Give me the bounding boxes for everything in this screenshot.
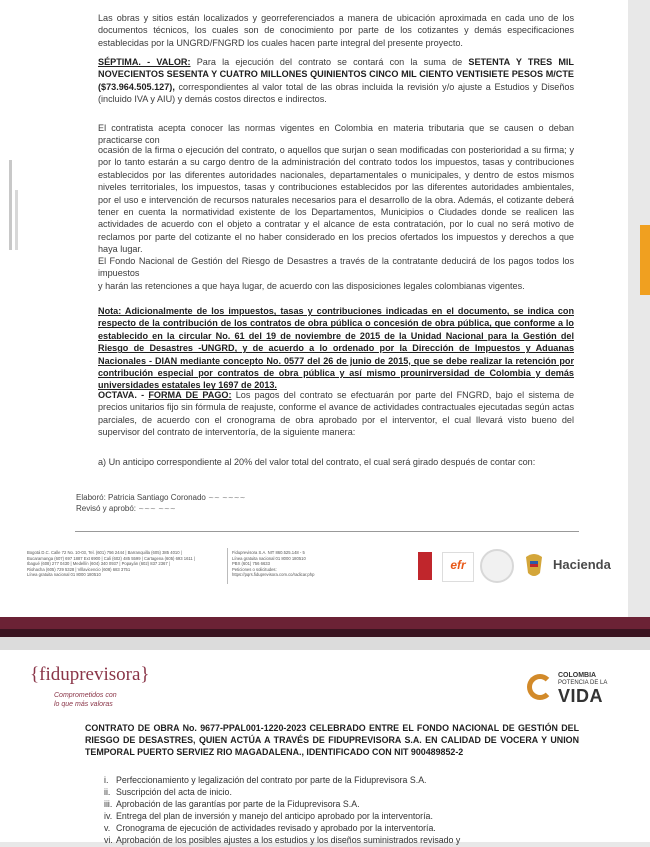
list-item — [104, 798, 574, 810]
list-item — [104, 810, 574, 822]
footer-line: Bogotá D.C. Calle 72 No. 10-03, Tel. (601) 756 2444 | Barranquilla (605) 385 4010 | — [27, 550, 182, 555]
page-edge-marker — [640, 225, 650, 295]
elaboro-label: Elaboró: Patricia Santiago Coronado — [76, 493, 206, 502]
footer-line: Línea gratuita nacional 01 8000 180510 — [27, 572, 101, 578]
fiduprevisora-logo: {fiduprevisora} — [30, 664, 150, 685]
item-text: Suscripción del acta de inicio. — [116, 787, 232, 798]
septima-text-1: Para la ejecución del contrato se contará con la suma de — [190, 57, 469, 67]
footer-separator — [227, 548, 228, 584]
reviso-label: Revisó y aprobó: — [76, 504, 137, 513]
signature-reviso: ~~~ ~~~ — [138, 505, 176, 513]
footer-contact-fiduprevisora — [232, 550, 382, 578]
item-number: v. — [104, 823, 111, 834]
colombia-coat-of-arms-icon — [522, 549, 546, 581]
footer-divider — [75, 531, 579, 532]
hacienda-logo: Hacienda — [553, 557, 611, 572]
footer-line: PBX (601) 756 6633 — [232, 561, 270, 567]
item-text: Aprobación de las garantías por parte de la Fiduprevisora S.A. — [116, 799, 360, 810]
colombia-potencia-logo — [558, 672, 630, 705]
footer-line: https://pqrs.fiduprevisora.com.co/radicar.php — [232, 572, 315, 578]
item-number: ii. — [104, 787, 111, 798]
vida-word: VIDA — [558, 686, 604, 706]
fondo-paragraph-line-2: y harán las retenciones a que haya lugar, de acuerdo con las disposiciones legales colombianas vigentes. — [98, 281, 525, 291]
item-number: vi. — [104, 835, 113, 846]
footer-band — [0, 617, 650, 629]
certification-seal-logo — [480, 549, 514, 583]
elaboro-line — [76, 493, 246, 502]
colombia-word: COLOMBIA — [558, 672, 597, 679]
list-item — [104, 786, 574, 798]
octava-heading: OCTAVA. - — [98, 390, 149, 400]
footer-line: Fiduprevisora S.A. NIT 860.525.148 - 5 — [232, 550, 305, 555]
colombia-potencia-icon — [527, 674, 553, 700]
potencia-words: POTENCIA DE LA — [558, 680, 608, 686]
requirements-list — [104, 774, 574, 847]
footer-line: Bucaramanga (607) 697 1887 Ext 6900 | Cali (602) 485 5599 | Cartagena (605) 693 1611 | — [27, 555, 196, 561]
contract-title: CONTRATO DE OBRA No. 9677-PPAL001-1220-2023 CELEBRADO ENTRE EL FONDO NACIONAL DE GESTIÓN DEL RIESGO DE DESASTRES, QUIEN ACTÚA A TRAVÉS DE FIDUPREVISORA S.A. EN CALIDAD DE VOCERA Y UNION TEMPORAL PUERTO SERVIEZ RIO MAGADALENA., IDENTIFICADO CON NIT 900489852-2 — [85, 723, 579, 758]
item-text: Cronograma de ejecución de actividades revisado y aprobado por la interventoría. — [116, 823, 436, 834]
footer-contact-offices — [27, 550, 223, 578]
tax-paragraph-line-1: El contratista acepta conocer las normas vigentes en Colombia en materia tributaria que se causen o deban practicarse con — [98, 123, 574, 146]
tax-paragraph: ocasión de la firma o ejecución del contrato, o aquellos que surjan o sean modificadas con posterioridad a su firma; y por lo tanto estarán a su cargo dentro de la administración del contrato todos los impuestos, tasas y contribuciones establecidos por las diferentes autoridades nacionales, departamentales o municipales, y dentro de estos mismos niveles territoriales, los impuestos, tasas y contribuciones establecidos por las diferentes autoridades ambientales, por el uso e intervención de recursos naturales necesarios para el desarrollo de la obra. Además, el cotizante deberá tener en cuenta la normatividad existente de los Departamentos, Municipios o Ciudades donde se realicen las actividades de acuerdo con el objeto a contratar y el alcance de esta contratación, por lo cual no será motivo de reclamos por parte del cotizante el no haber considerado en los precios ofertados los impuestos y derechos a que haya lugar. — [98, 145, 574, 255]
footer-band-dark — [0, 629, 650, 637]
anticipo-line: a) Un anticipo correspondiente al 20% del valor total del contrato, el cual será girado después de contar con: — [98, 457, 536, 467]
item-number: i. — [104, 775, 109, 785]
great-place-to-work-logo — [418, 552, 432, 580]
slogan-line-1: Comprometidos con — [54, 692, 117, 699]
list-item — [104, 822, 574, 834]
list-item — [104, 834, 574, 846]
signature-elaboro: ~~ ~~~~ — [208, 494, 246, 502]
item-number: iv. — [104, 811, 113, 822]
septima-text-2: correspondientes al valor total de las obras incluida la revisión y/o ajuste a Estudios y Diseños (incluido IVA y AIU) y demás costos directos e indirectos. — [98, 81, 574, 105]
list-item — [104, 774, 574, 786]
footer-line: Riohacha (605) 729 5328 | Villavicencio (608) 683 3751 — [27, 566, 131, 572]
item-text: Aprobación de los posibles ajustes a los estudios y los diseños suministrados revisado y — [116, 835, 461, 846]
item-text: Entrega del plan de inversión y manejo del anticipo aprobado por la interventoría. — [116, 811, 433, 822]
contract-amount: SETENTA Y TRES MIL NOVECIENTOS SESENTA Y CUATRO MILLONES QUINIENTOS CINCO MIL CIENTO VENTISIETE PESOS M/CTE ($73.964.505.127), — [98, 57, 574, 92]
septima-heading: SÉPTIMA. - VALOR: — [98, 57, 191, 67]
fondo-paragraph-line-1: El Fondo Nacional de Gestión del Riesgo de Desastres a través de la contratante deducirá de los pagos todos los impuestos — [98, 256, 574, 279]
item-text: Perfeccionamiento y legalización del contrato por parte de la Fiduprevisora S.A. — [116, 775, 427, 785]
clause-septima — [98, 56, 574, 106]
footer-line: Peticiones o solicitudes: — [232, 566, 277, 572]
nota-paragraph: Nota: Adicionalmente de los impuestos, tasas y contribuciones indicadas en el documento, se indica con respecto de la contribución de los contratos de obra pública o concesión de obra pública, que conforme a lo establecido en la circular No. 61 del 19 de noviembre de 2015 de la Unidad Nacional para la Gestión del Riesgo de Desastres -UNGRD, y de acuerdo a lo ordenado por la Dirección de Impuestos y Aduanas Nacionales - DIAN mediante concepto No. 0577 del 26 de junio de 2015, que se debe realizar la retención por contribución especial por contratos de obra pública y así mismo prounirversidad de Colombia y demás universidades estatales ley 1697 de 2013. — [98, 306, 574, 391]
footer-line: Ibagué (608) 277 0430 | Medellín (604) 340 0937 | Popayán (602) 837 2367 | — [27, 561, 170, 567]
fiduprevisora-slogan — [54, 692, 117, 709]
intro-paragraph: Las obras y sitios están localizados y georreferenciados a manera de ubicación aproximada en cada uno de los documentos técnicos, los cuales son de conocimiento por parte de los cotizantes y demás especificaciones establecidas por la UNGRD/FNGRD los cuales hacen parte integral del presente proyecto. — [98, 13, 574, 48]
slogan-line-2: lo que más valoras — [54, 700, 113, 708]
side-margin-text — [5, 160, 19, 250]
octava-text: Los pagos del contrato se efectuarán por parte del FNGRD, bajo el sistema de precios unitarios fijo sin fórmula de reajuste, conforme el avance de actividades contractuales ejecutadas según actas parciales, de acuerdo con el cronograma de obra aprobado por el interventor, el cual llevará visto bueno del supervisor del contrato de interventoría, de la siguiente manera: — [98, 390, 574, 438]
efr-logo: efr — [442, 552, 474, 582]
footer-line: Línea gratuita nacional 01 8000 180510 — [232, 555, 306, 561]
clause-octava — [98, 389, 574, 439]
forma-de-pago-heading: FORMA DE PAGO: — [148, 390, 232, 400]
page-gap — [0, 637, 650, 650]
reviso-line — [76, 504, 176, 513]
item-number: iii. — [104, 799, 113, 810]
